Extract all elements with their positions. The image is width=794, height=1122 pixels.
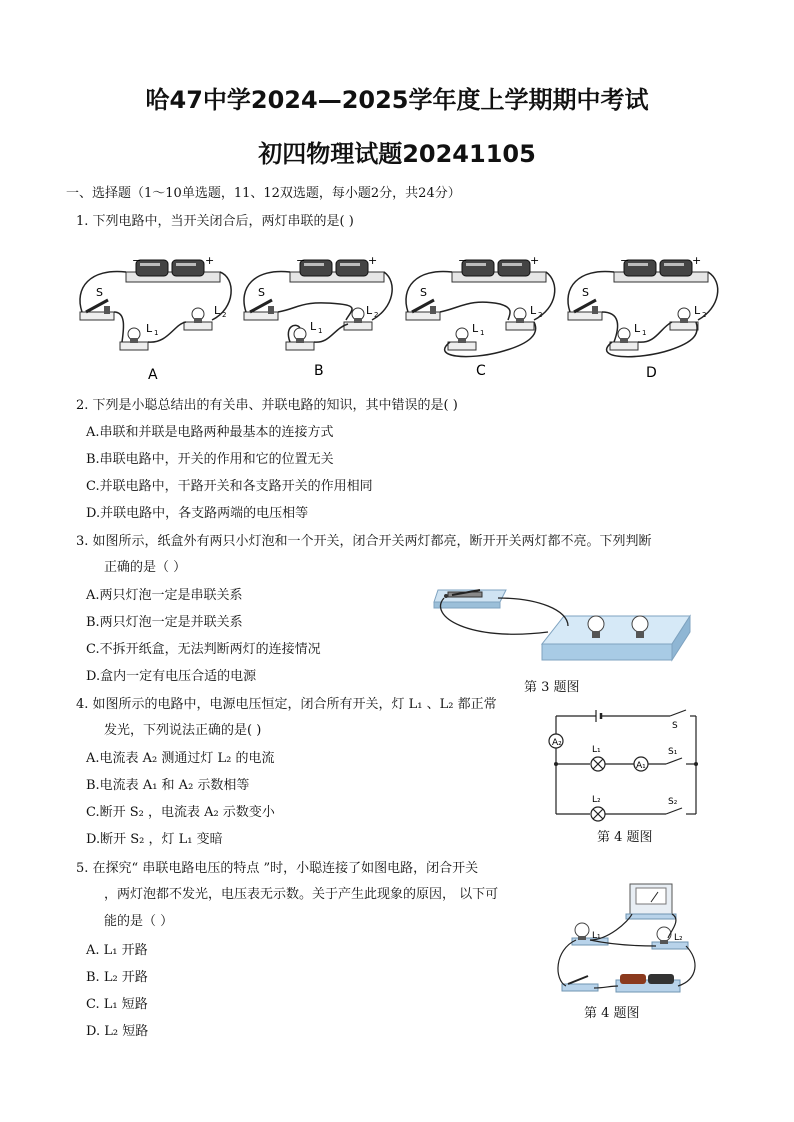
q1d-l2-label: L — [694, 304, 701, 317]
switch-s1-label: S₁ — [668, 747, 678, 757]
q1-figure-c — [406, 254, 555, 379]
q3-stem-line1: 3. 如图所示，纸盒外有两只小灯泡和一个开关，闭合开关两灯都亮，断开开关两灯都不亮。下列判断 — [76, 534, 652, 549]
q4-circuit-diagram — [544, 706, 704, 826]
q4-option-c[interactable]: C.断开 S₂ ，电流表 A₂ 示数变小 — [86, 805, 275, 820]
q3-figure — [428, 586, 698, 666]
q1d-l1-sub: 1 — [642, 329, 647, 337]
q4-option-a[interactable]: A.电流表 A₂ 测通过灯 L₂ 的电流 — [86, 751, 275, 766]
lamp-l2-label: L₂ — [592, 795, 601, 805]
section-heading: 一、选择题（1～10单选题，11、12双选题，每小题2分，共24分） — [66, 186, 461, 201]
q5-stem-line2: ，两灯泡都不发光，电压表无示数。关于产生此现象的原因， 以下可 — [104, 887, 499, 902]
q1c-l2-sub: 2 — [538, 311, 543, 319]
q1a-switch-label: S — [96, 286, 103, 299]
ammeter-a1-label: A₁ — [636, 761, 646, 771]
q3-caption: 第 3 题图 — [524, 680, 580, 695]
q1-figure-b — [244, 254, 392, 379]
q1a-l1-sub: 1 — [154, 329, 159, 337]
q1d-l2-sub: 2 — [702, 311, 707, 319]
q1c-l1-label: L — [472, 322, 479, 335]
q3-option-b[interactable]: B.两只灯泡一定是并联关系 — [86, 615, 243, 630]
q1b-l1-sub: 1 — [318, 327, 323, 335]
q1-figure-d — [568, 254, 718, 381]
q2-option-a[interactable]: A.串联和并联是电路两种最基本的连接方式 — [86, 425, 334, 440]
exam-title: 哈47中学2024—2025学年度上学期期中考试 — [145, 86, 649, 114]
q3-option-a[interactable]: A.两只灯泡一定是串联关系 — [86, 588, 243, 603]
q1-stem: 1. 下列电路中，当开关闭合后，两灯串联的是( ) — [76, 214, 354, 229]
minus-sign: − — [458, 254, 468, 267]
q5-option-d[interactable]: D. L₂ 短路 — [86, 1024, 149, 1039]
q2-stem: 2. 下列是小聪总结出的有关串、并联电路的知识，其中错误的是( ) — [76, 398, 458, 413]
q1b-l2-label: L — [366, 304, 373, 317]
q3-option-d[interactable]: D.盒内一定有电压合适的电源 — [86, 669, 257, 684]
q3-option-c[interactable]: C.不拆开纸盒，无法判断两灯的连接情况 — [86, 642, 321, 657]
switch-s-label: S — [672, 721, 678, 731]
minus-sign: − — [132, 254, 142, 267]
q4-stem-line2: 发光，下列说法正确的是( ) — [104, 723, 262, 738]
q2-option-b[interactable]: B.串联电路中，开关的作用和它的位置无关 — [86, 452, 334, 467]
q4-stem-line1: 4. 如图所示的电路中，电源电压恒定，闭合所有开关，灯 L₁ 、L₂ 都正常 — [76, 697, 497, 712]
q1b-l1-label: L — [310, 320, 317, 333]
q1d-l1-label: L — [634, 322, 641, 335]
q1-option-b[interactable]: B — [314, 363, 324, 379]
q1c-l1-sub: 1 — [480, 329, 485, 337]
q1b-l2-sub: 2 — [374, 311, 379, 319]
q4-caption: 第 4 题图 — [597, 830, 653, 845]
ammeter-a2-label: A₂ — [552, 738, 562, 748]
plus-sign: + — [368, 254, 378, 267]
q5-l2-label: L₂ — [674, 933, 683, 943]
q1d-switch-label: S — [582, 286, 589, 299]
q1-figure-a — [80, 254, 231, 383]
q5-stem-line3: 能的是（ ） — [104, 914, 174, 929]
q1-circuit-figures — [0, 248, 794, 388]
plus-sign: + — [205, 254, 215, 267]
q5-option-a[interactable]: A. L₁ 开路 — [86, 943, 148, 958]
q5-stem-line1: 5. 在探究“ 串联电路电压的特点 ”时，小聪连接了如图电路，闭合开关 — [76, 861, 479, 876]
minus-sign: − — [296, 254, 306, 267]
q2-option-d[interactable]: D.并联电路中，各支路两端的电压相等 — [86, 506, 309, 521]
q5-l1-label: L₁ — [592, 931, 601, 941]
q1c-l2-label: L — [530, 304, 537, 317]
minus-sign: − — [620, 254, 630, 267]
q3-stem-line2: 正确的是（ ） — [104, 560, 187, 575]
plus-sign: + — [692, 254, 702, 267]
lamp-l1-label: L₁ — [592, 745, 601, 755]
q4-option-b[interactable]: B.电流表 A₁ 和 A₂ 示数相等 — [86, 778, 250, 793]
q1a-l2-label: L — [214, 304, 221, 317]
q5-option-b[interactable]: B. L₂ 开路 — [86, 970, 148, 985]
q1a-l1-label: L — [146, 322, 153, 335]
switch-s2-label: S₂ — [668, 797, 678, 807]
q1-option-d[interactable]: D — [646, 365, 657, 381]
q4-option-d[interactable]: D.断开 S₂ ，灯 L₁ 变暗 — [86, 832, 223, 847]
q1c-switch-label: S — [420, 286, 427, 299]
q1b-switch-label: S — [258, 286, 265, 299]
q5-option-c[interactable]: C. L₁ 短路 — [86, 997, 148, 1012]
plus-sign: + — [530, 254, 540, 267]
q1a-l2-sub: 2 — [222, 311, 227, 319]
q1-option-a[interactable]: A — [148, 367, 158, 383]
q2-option-c[interactable]: C.并联电路中，干路开关和各支路开关的作用相同 — [86, 479, 373, 494]
exam-subtitle: 初四物理试题20241105 — [258, 140, 536, 168]
q1-option-c[interactable]: C — [476, 363, 486, 379]
q5-circuit-figure — [548, 880, 698, 1000]
q5-caption: 第 4 题图 — [584, 1006, 640, 1021]
